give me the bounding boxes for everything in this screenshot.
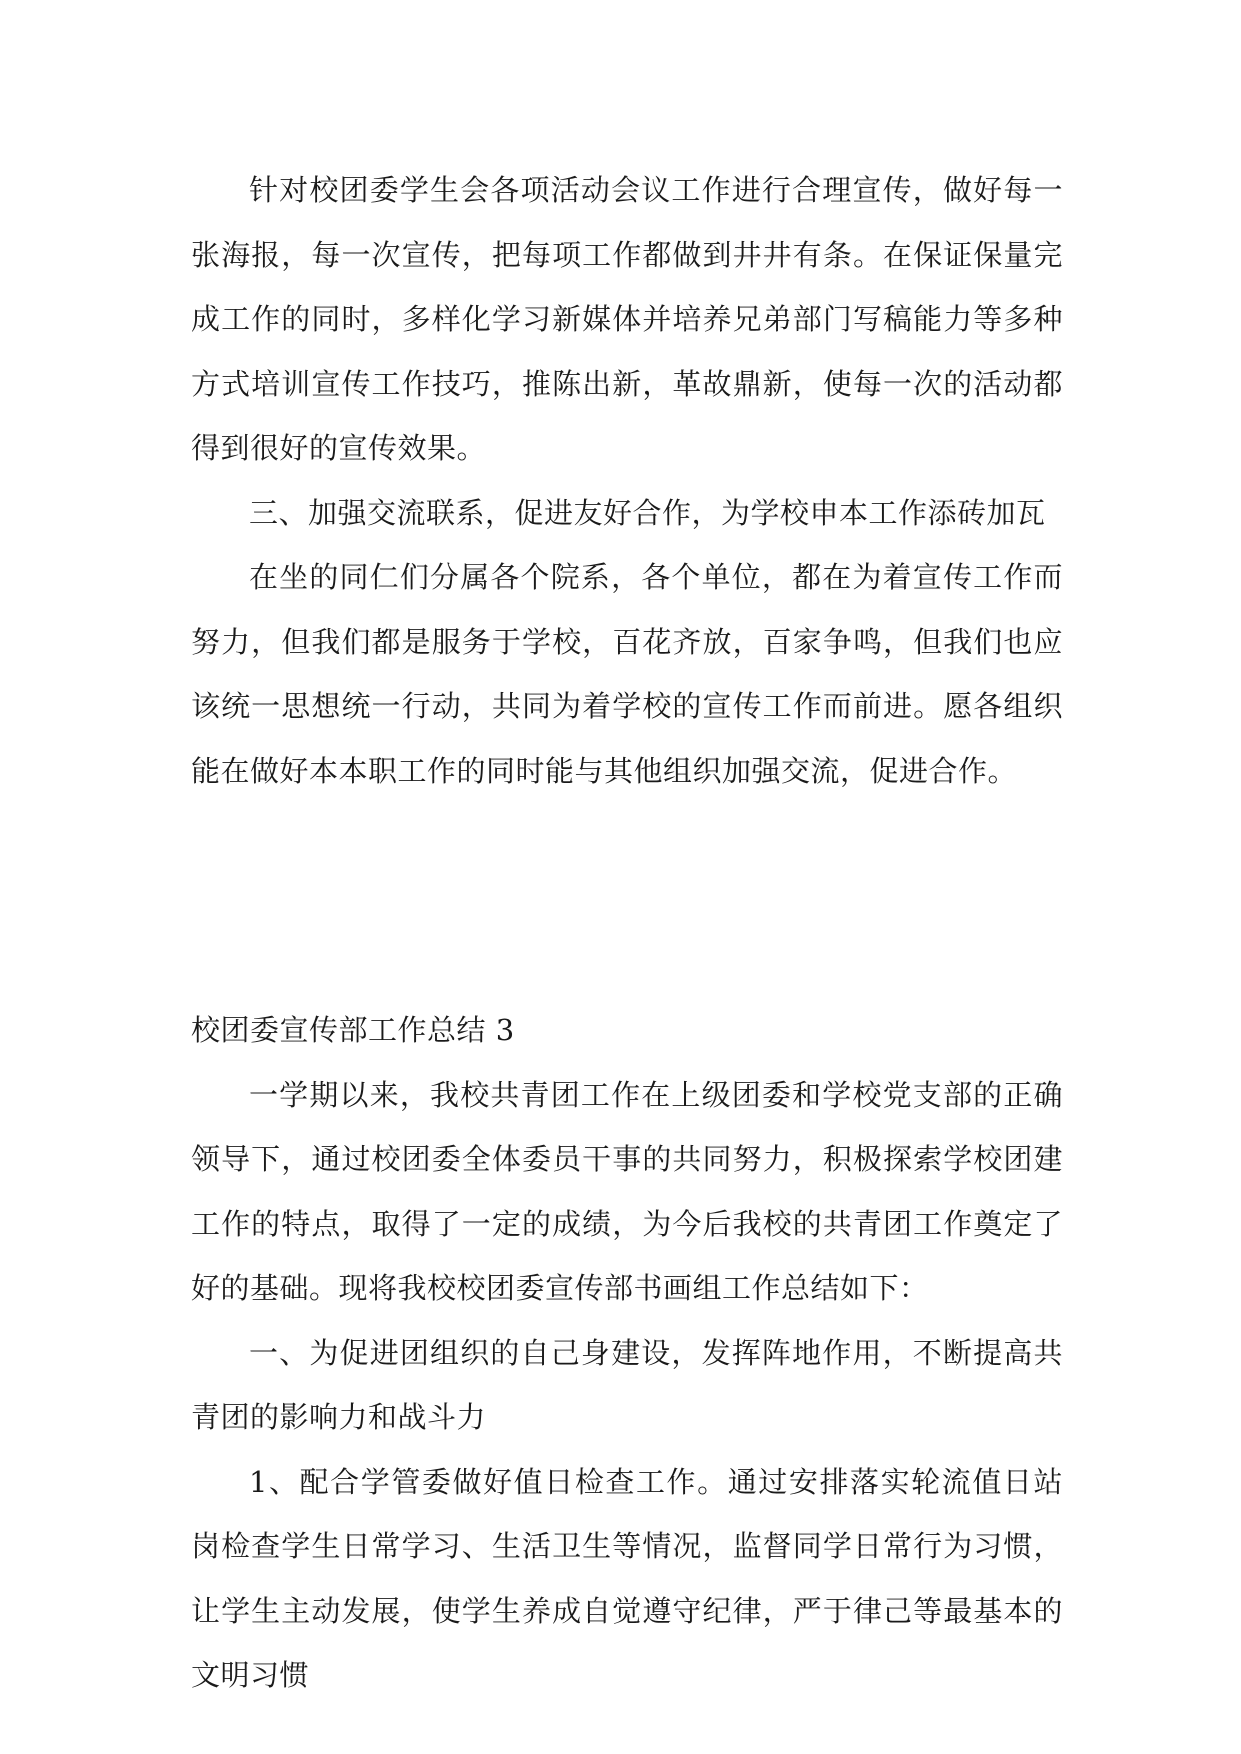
heading-section-one: 一、为促进团组织的自己身建设，发挥阵地作用，不断提高共青团的影响力和战斗力 xyxy=(191,1335,1063,1434)
document-body xyxy=(191,158,1063,1708)
paragraph-semester-intro: 一学期以来，我校共青团工作在上级团委和学校党支部的正确领导下，通过校团委全体委员干事的共同努力，积极探索学校团建工作的特点，取得了一定的成绩，为今后我校的共青团工作奠定了好的基础。现将我校校团委宣传部书画组工作总结如下： xyxy=(191,1077,1063,1305)
heading-section-three: 三、加强交流联系，促进友好合作，为学校申本工作添砖加瓦 xyxy=(249,495,1046,530)
paragraph-item-one: 1、配合学管委做好值日检查工作。通过安排落实轮流值日站岗检查学生日常学习、生活卫生等情况，监督同学日常行为习惯，让学生主动发展，使学生养成自觉遵守纪律，严于律己等最基本的文明习惯 xyxy=(191,1464,1063,1692)
paragraph-colleagues: 在坐的同仁们分属各个院系，各个单位，都在为着宣传工作而努力，但我们都是服务于学校，百花齐放，百家争鸣，但我们也应该统一思想统一行动，共同为着学校的宣传工作而前进。愿各组织能在做好本本职工作的同时能与其他组织加强交流，促进合作。 xyxy=(191,560,1063,788)
document-title-summary-3: 校团委宣传部工作总结 3 xyxy=(191,1013,515,1047)
paragraph-publicity-work: 针对校团委学生会各项活动会议工作进行合理宣传，做好每一张海报，每一次宣传，把每项工作都做到井井有条。在保证保量完成工作的同时，多样化学习新媒体并培养兄弟部门写稿能力等多种方式培训宣传工作技巧，推陈出新，革故鼎新，使每一次的活动都得到很好的宣传效果。 xyxy=(191,173,1063,465)
section-gap xyxy=(191,803,1063,998)
